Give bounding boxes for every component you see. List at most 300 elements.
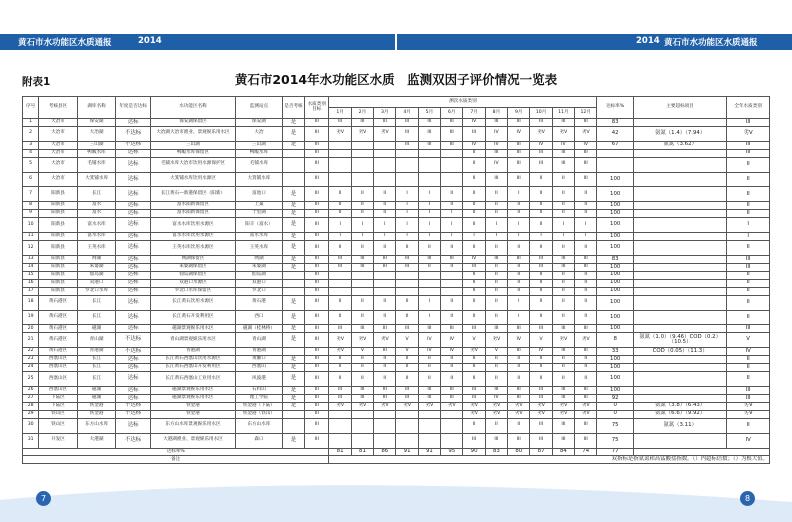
- cell-month-class: 劣V: [463, 410, 485, 418]
- cell-month-class: III: [351, 119, 373, 127]
- cell-month-class: III: [374, 348, 396, 356]
- cell-month-class: [418, 433, 440, 448]
- cell-station: 西口: [236, 310, 283, 325]
- cell-zone-name: 东方山水库景观娱乐用水区: [150, 418, 235, 433]
- cell-assessed: 是: [282, 119, 304, 127]
- cell-month-class: [418, 172, 440, 187]
- cell-seq: 16: [23, 279, 39, 287]
- cell-station: 风波港: [236, 372, 283, 387]
- cell-month-class: [374, 410, 396, 418]
- cell-month-class: 劣V: [463, 402, 485, 410]
- cell-county: 阳新县: [39, 287, 78, 295]
- cell-annual-class: III: [727, 386, 770, 394]
- cell-month-class: II: [329, 210, 351, 218]
- cell-month-class: II: [508, 418, 530, 433]
- cell-county: 铁山区: [39, 418, 78, 433]
- cell-month-class: II: [329, 356, 351, 364]
- cell-month-class: II: [396, 310, 418, 325]
- cell-month-class: III: [530, 418, 552, 433]
- cell-month-class: 劣V: [552, 126, 574, 141]
- cell-month-class: III: [575, 386, 597, 394]
- cell-year-status: 达标: [116, 119, 151, 127]
- cell-river: 鸭畈水库: [77, 149, 116, 157]
- cell-month-class: II: [575, 271, 597, 279]
- cell-seq: 1: [23, 119, 39, 127]
- cell-month-class: [441, 287, 463, 295]
- cell-zone-name: 朱婆湖保留区: [150, 263, 235, 271]
- cell-month-class: III: [463, 325, 485, 333]
- table-row: [23, 202, 770, 210]
- cell-station: 铁金港（铁山）: [236, 410, 283, 418]
- cell-target: III: [305, 287, 329, 295]
- cell-station: 三山湖: [236, 141, 283, 149]
- cell-station: 青山湖: [236, 333, 283, 348]
- table-row: [23, 187, 770, 202]
- cell-annual-class: II: [727, 187, 770, 202]
- cell-month-class: I: [575, 218, 597, 233]
- cell-month-class: II: [463, 218, 485, 233]
- cell-river: 富水水库: [77, 218, 116, 233]
- cell-month-class: III: [418, 394, 440, 402]
- cell-month-class: 劣V: [575, 410, 597, 418]
- cell-month-class: [418, 157, 440, 172]
- month-header: 6月: [441, 108, 463, 119]
- cell-county: 下陆区: [39, 402, 78, 410]
- cell-month-class: III: [508, 141, 530, 149]
- cell-assessed: 是: [282, 187, 304, 202]
- table-row: [23, 119, 770, 127]
- cell-month-class: III: [418, 119, 440, 127]
- cell-seq: 11: [23, 233, 39, 241]
- cell-year-status: 达标: [116, 202, 151, 210]
- header-title-left: 黄石市水功能区水质通报: [18, 38, 112, 48]
- col-annual-class: 全年水质类别: [727, 97, 770, 119]
- cell-seq: 25: [23, 372, 39, 387]
- cell-seq: 10: [23, 218, 39, 233]
- cell-annual-class: II: [727, 372, 770, 387]
- cell-seq: 31: [23, 433, 39, 448]
- cell-month-class: II: [329, 202, 351, 210]
- table-row: [23, 149, 770, 157]
- cell-month-class: III: [396, 255, 418, 263]
- cell-month-class: 劣V: [530, 126, 552, 141]
- cell-assessed: 是: [282, 386, 304, 394]
- cell-month-class: II: [485, 372, 507, 387]
- cell-month-class: [396, 271, 418, 279]
- cell-month-class: II: [485, 202, 507, 210]
- cell-month-class: II: [329, 295, 351, 310]
- month-header: 7月: [463, 108, 485, 119]
- summary-rate-value: 95: [441, 448, 463, 456]
- cell-station: 理工学院: [236, 394, 283, 402]
- cell-month-class: III: [441, 119, 463, 127]
- cell-zone-name: 富水水库饮用水源区: [150, 218, 235, 233]
- cell-month-class: II: [530, 187, 552, 202]
- cell-month-class: [329, 172, 351, 187]
- cell-zone-name: 仙岛湖保留区: [150, 271, 235, 279]
- cell-main-exceed: [633, 386, 726, 394]
- cell-month-class: I: [329, 233, 351, 241]
- cell-rate: 100: [597, 271, 634, 279]
- cell-county: 西塞山区: [39, 364, 78, 372]
- cell-rate: 0: [597, 410, 634, 418]
- cell-month-class: II: [508, 372, 530, 387]
- cell-month-class: III: [508, 172, 530, 187]
- cell-month-class: [396, 287, 418, 295]
- col-zone-name: 水功能区名称: [150, 97, 235, 119]
- table-header-row: [23, 97, 770, 108]
- cell-month-class: I: [351, 218, 373, 233]
- cell-month-class: II: [396, 356, 418, 364]
- cell-month-class: [329, 149, 351, 157]
- cell-month-class: III: [329, 263, 351, 271]
- cell-month-class: III: [552, 433, 574, 448]
- cell-month-class: II: [508, 263, 530, 271]
- table-row: [23, 279, 770, 287]
- cell-month-class: II: [374, 187, 396, 202]
- cell-seq: 24: [23, 364, 39, 372]
- cell-assessed: 是: [282, 241, 304, 256]
- header-year-left: 2014: [138, 36, 162, 46]
- cell-seq: 14: [23, 263, 39, 271]
- cell-target: III: [305, 418, 329, 433]
- cell-assessed: 是: [282, 210, 304, 218]
- cell-county: 大冶市: [39, 157, 78, 172]
- cell-annual-class: II: [727, 310, 770, 325]
- cell-month-class: III: [396, 141, 418, 149]
- cell-month-class: [441, 418, 463, 433]
- cell-county: 黄石港区: [39, 348, 78, 356]
- cell-month-class: [396, 172, 418, 187]
- cell-month-class: III: [374, 394, 396, 402]
- cell-main-exceed: [633, 233, 726, 241]
- cell-assessed: 是: [282, 233, 304, 241]
- cell-county: 西塞山区: [39, 356, 78, 364]
- cell-assessed: 是: [282, 433, 304, 448]
- cell-main-exceed: [633, 218, 726, 233]
- cell-month-class: II: [463, 279, 485, 287]
- cell-month-class: II: [351, 210, 373, 218]
- cell-month-class: I: [530, 233, 552, 241]
- cell-month-class: I: [508, 310, 530, 325]
- cell-month-class: I: [508, 295, 530, 310]
- cell-zone-name: 长江黄石西塞山工业用水区: [150, 372, 235, 387]
- cell-assessed: 是: [282, 372, 304, 387]
- cell-zone-name: 磁湖景观娱乐用水区: [150, 394, 235, 402]
- cell-month-class: II: [374, 356, 396, 364]
- cell-month-class: [396, 279, 418, 287]
- annex-label: 附表1: [22, 76, 51, 88]
- table-row: [23, 218, 770, 233]
- cell-month-class: 劣V: [530, 402, 552, 410]
- cell-month-class: II: [485, 364, 507, 372]
- cell-station: 鸭畈水库: [236, 149, 283, 157]
- cell-assessed: 是: [282, 126, 304, 141]
- cell-month-class: [329, 141, 351, 149]
- cell-river: 罗北口水库: [77, 287, 116, 295]
- cell-station: 青港湖: [236, 348, 283, 356]
- cell-month-class: II: [575, 202, 597, 210]
- cell-month-class: III: [418, 126, 440, 141]
- cell-month-class: II: [552, 241, 574, 256]
- cell-month-class: III: [530, 149, 552, 157]
- cell-year-status: 达标: [116, 263, 151, 271]
- cell-rate: 100: [597, 202, 634, 210]
- cell-month-class: 劣V: [441, 402, 463, 410]
- cell-month-class: V: [530, 333, 552, 348]
- cell-county: 黄石港区: [39, 333, 78, 348]
- cell-month-class: [441, 271, 463, 279]
- cell-month-class: IV: [418, 333, 440, 348]
- cell-target: III: [305, 295, 329, 310]
- cell-river: 铁金港: [77, 410, 116, 418]
- cell-year-status: 不达标: [116, 402, 151, 410]
- cell-county: 阳新县: [39, 218, 78, 233]
- table-row: [23, 402, 770, 410]
- cell-annual-class: I: [727, 233, 770, 241]
- cell-month-class: II: [530, 356, 552, 364]
- cell-target: III: [305, 210, 329, 218]
- cell-month-class: II: [552, 295, 574, 310]
- cell-rate: 75: [597, 418, 634, 433]
- col-year-status: 年度是否达标: [116, 97, 151, 119]
- cell-annual-class: III: [727, 141, 770, 149]
- cell-month-class: II: [530, 202, 552, 210]
- cell-month-class: IV: [485, 394, 507, 402]
- cell-month-class: 劣V: [485, 410, 507, 418]
- cell-month-class: I: [418, 187, 440, 202]
- cell-month-class: II: [530, 364, 552, 372]
- cell-month-class: III: [374, 386, 396, 394]
- cell-month-class: II: [530, 279, 552, 287]
- cell-month-class: 劣V: [329, 348, 351, 356]
- cell-year-status: 达标: [116, 356, 151, 364]
- cell-month-class: II: [552, 187, 574, 202]
- cell-county: 阳新县: [39, 263, 78, 271]
- cell-rate: 42: [597, 126, 634, 141]
- cell-month-class: [396, 157, 418, 172]
- cell-month-class: III: [463, 126, 485, 141]
- cell-month-class: III: [508, 394, 530, 402]
- table-row: [23, 364, 770, 372]
- cell-station: 保安湖: [236, 119, 283, 127]
- cell-river: 富水: [77, 202, 116, 210]
- cell-month-class: 劣V: [329, 402, 351, 410]
- cell-month-class: [329, 279, 351, 287]
- cell-year-status: 不达标: [116, 410, 151, 418]
- cell-month-class: I: [575, 233, 597, 241]
- cell-month-class: II: [485, 187, 507, 202]
- cell-month-class: 劣V: [575, 333, 597, 348]
- cell-month-class: II: [575, 187, 597, 202]
- summary-rate-value: 91: [396, 448, 418, 456]
- table-row: [23, 241, 770, 256]
- cell-month-class: I: [441, 233, 463, 241]
- cell-month-class: II: [485, 310, 507, 325]
- month-header: 9月: [508, 108, 530, 119]
- cell-county: 下陆区: [39, 394, 78, 402]
- table-row: [23, 325, 770, 333]
- cell-river: 富水: [77, 210, 116, 218]
- cell-target: III: [305, 141, 329, 149]
- cell-month-class: IV: [508, 126, 530, 141]
- cell-zone-name: 三山湖: [150, 141, 235, 149]
- cell-month-class: III: [485, 255, 507, 263]
- summary-rate-value: 81: [351, 448, 373, 456]
- cell-seq: 23: [23, 356, 39, 364]
- cell-month-class: II: [374, 210, 396, 218]
- table-body: [23, 119, 770, 464]
- table-row: [23, 263, 770, 271]
- cell-annual-class: III: [727, 149, 770, 157]
- table-row: [23, 386, 770, 394]
- cell-month-class: III: [508, 119, 530, 127]
- cell-target: III: [305, 310, 329, 325]
- cell-assessed: 是: [282, 364, 304, 372]
- table-row: [23, 394, 770, 402]
- cell-river: 磁湖: [77, 394, 116, 402]
- cell-month-class: II: [463, 241, 485, 256]
- col-rate: 达标率%: [597, 97, 634, 119]
- month-header: 2月: [351, 108, 373, 119]
- cell-month-class: IV: [552, 141, 574, 149]
- cell-zone-name: 大港湖渔业、景观娱乐用水区: [150, 433, 235, 448]
- cell-river: 长江: [77, 310, 116, 325]
- cell-month-class: III: [374, 325, 396, 333]
- table-row: [23, 348, 770, 356]
- cell-station: 黄颡口: [236, 356, 283, 364]
- cell-month-class: II: [575, 210, 597, 218]
- cell-year-status: 达标: [116, 310, 151, 325]
- summary-empty-cell: [633, 448, 769, 456]
- cell-month-class: III: [508, 325, 530, 333]
- cell-rate: 92: [597, 394, 634, 402]
- cell-assessed: 是: [282, 295, 304, 310]
- cell-zone-name: 鸭畈水库保留区: [150, 149, 235, 157]
- table-row: [23, 287, 770, 295]
- cell-month-class: II: [530, 172, 552, 187]
- cell-station: 朱婆湖: [236, 263, 283, 271]
- cell-seq: 29: [23, 410, 39, 418]
- cell-rate: 100: [597, 325, 634, 333]
- cell-year-status: 达标: [116, 218, 151, 233]
- cell-station: 仙岛湖: [236, 271, 283, 279]
- cell-month-class: III: [575, 263, 597, 271]
- cell-month-class: I: [485, 218, 507, 233]
- cell-month-class: III: [441, 126, 463, 141]
- cell-month-class: III: [396, 394, 418, 402]
- cell-month-class: II: [418, 372, 440, 387]
- cell-year-status: 达标: [116, 418, 151, 433]
- cell-seq: 28: [23, 402, 39, 410]
- cell-month-class: III: [530, 255, 552, 263]
- cell-target: III: [305, 410, 329, 418]
- cell-month-class: III: [552, 418, 574, 433]
- table-row: [23, 126, 770, 141]
- cell-year-status: 达标: [116, 372, 151, 387]
- cell-river: 毛铺水库: [77, 157, 116, 172]
- cell-month-class: 劣V: [552, 333, 574, 348]
- cell-month-class: III: [396, 119, 418, 127]
- table-row: [23, 433, 770, 448]
- table-row: [23, 157, 770, 172]
- cell-month-class: III: [351, 255, 373, 263]
- cell-month-class: 劣V: [485, 333, 507, 348]
- cell-month-class: III: [485, 119, 507, 127]
- cell-month-class: III: [396, 386, 418, 394]
- cell-zone-name: 长江黄石开发利用区: [150, 310, 235, 325]
- cell-river: 青港湖: [77, 348, 116, 356]
- cell-month-class: I: [485, 233, 507, 241]
- table-row: [23, 356, 770, 364]
- cell-month-class: III: [463, 386, 485, 394]
- cell-year-status: 达标: [116, 394, 151, 402]
- col-assessed: 是否考核: [282, 97, 304, 119]
- cell-year-status: 达标: [116, 172, 151, 187]
- cell-seq: 21: [23, 333, 39, 348]
- cell-month-class: II: [396, 295, 418, 310]
- cell-year-status: 达标: [116, 325, 151, 333]
- cell-month-class: III: [374, 263, 396, 271]
- cell-month-class: III: [575, 418, 597, 433]
- cell-month-class: V: [351, 348, 373, 356]
- cell-seq: 19: [23, 310, 39, 325]
- cell-month-class: II: [508, 364, 530, 372]
- cell-month-class: I: [351, 233, 373, 241]
- cell-month-class: II: [485, 210, 507, 218]
- table-row: [23, 295, 770, 310]
- cell-target: III: [305, 241, 329, 256]
- col-monthly-group: 测次水质类别: [329, 97, 597, 108]
- cell-month-class: III: [508, 348, 530, 356]
- cell-seq: 15: [23, 271, 39, 279]
- cell-month-class: II: [351, 202, 373, 210]
- cell-month-class: I: [508, 187, 530, 202]
- cell-month-class: II: [351, 295, 373, 310]
- cell-month-class: III: [441, 141, 463, 149]
- cell-month-class: 劣V: [508, 410, 530, 418]
- cell-county: 阳新县: [39, 210, 78, 218]
- cell-rate: 100: [597, 210, 634, 218]
- cell-month-class: II: [441, 241, 463, 256]
- cell-zone-name: 铁金港: [150, 402, 235, 410]
- cell-zone-name: 长江黄石—新港保留区（阳新）: [150, 187, 235, 202]
- cell-river: 保安湖: [77, 119, 116, 127]
- cell-month-class: I: [441, 218, 463, 233]
- cell-target: III: [305, 348, 329, 356]
- cell-month-class: IV: [530, 141, 552, 149]
- cell-main-exceed: [633, 255, 726, 263]
- cell-assessed: 是: [282, 333, 304, 348]
- cell-target: III: [305, 356, 329, 364]
- cell-rate: 100: [597, 295, 634, 310]
- footer-swoosh: [0, 470, 792, 522]
- cell-main-exceed: [633, 149, 726, 157]
- cell-month-class: I: [508, 218, 530, 233]
- cell-station: 大箕铺水库: [236, 172, 283, 187]
- cell-main-exceed: [633, 241, 726, 256]
- cell-rate: 100: [597, 263, 634, 271]
- cell-month-class: [374, 418, 396, 433]
- cell-month-class: II: [530, 310, 552, 325]
- cell-zone-name: 毛铺水库大冶市饮用水源保护区: [150, 157, 235, 172]
- cell-month-class: II: [530, 372, 552, 387]
- cell-annual-class: III: [727, 394, 770, 402]
- cell-month-class: 劣V: [351, 333, 373, 348]
- cell-river: 网湖: [77, 255, 116, 263]
- cell-month-class: [441, 279, 463, 287]
- cell-month-class: [329, 410, 351, 418]
